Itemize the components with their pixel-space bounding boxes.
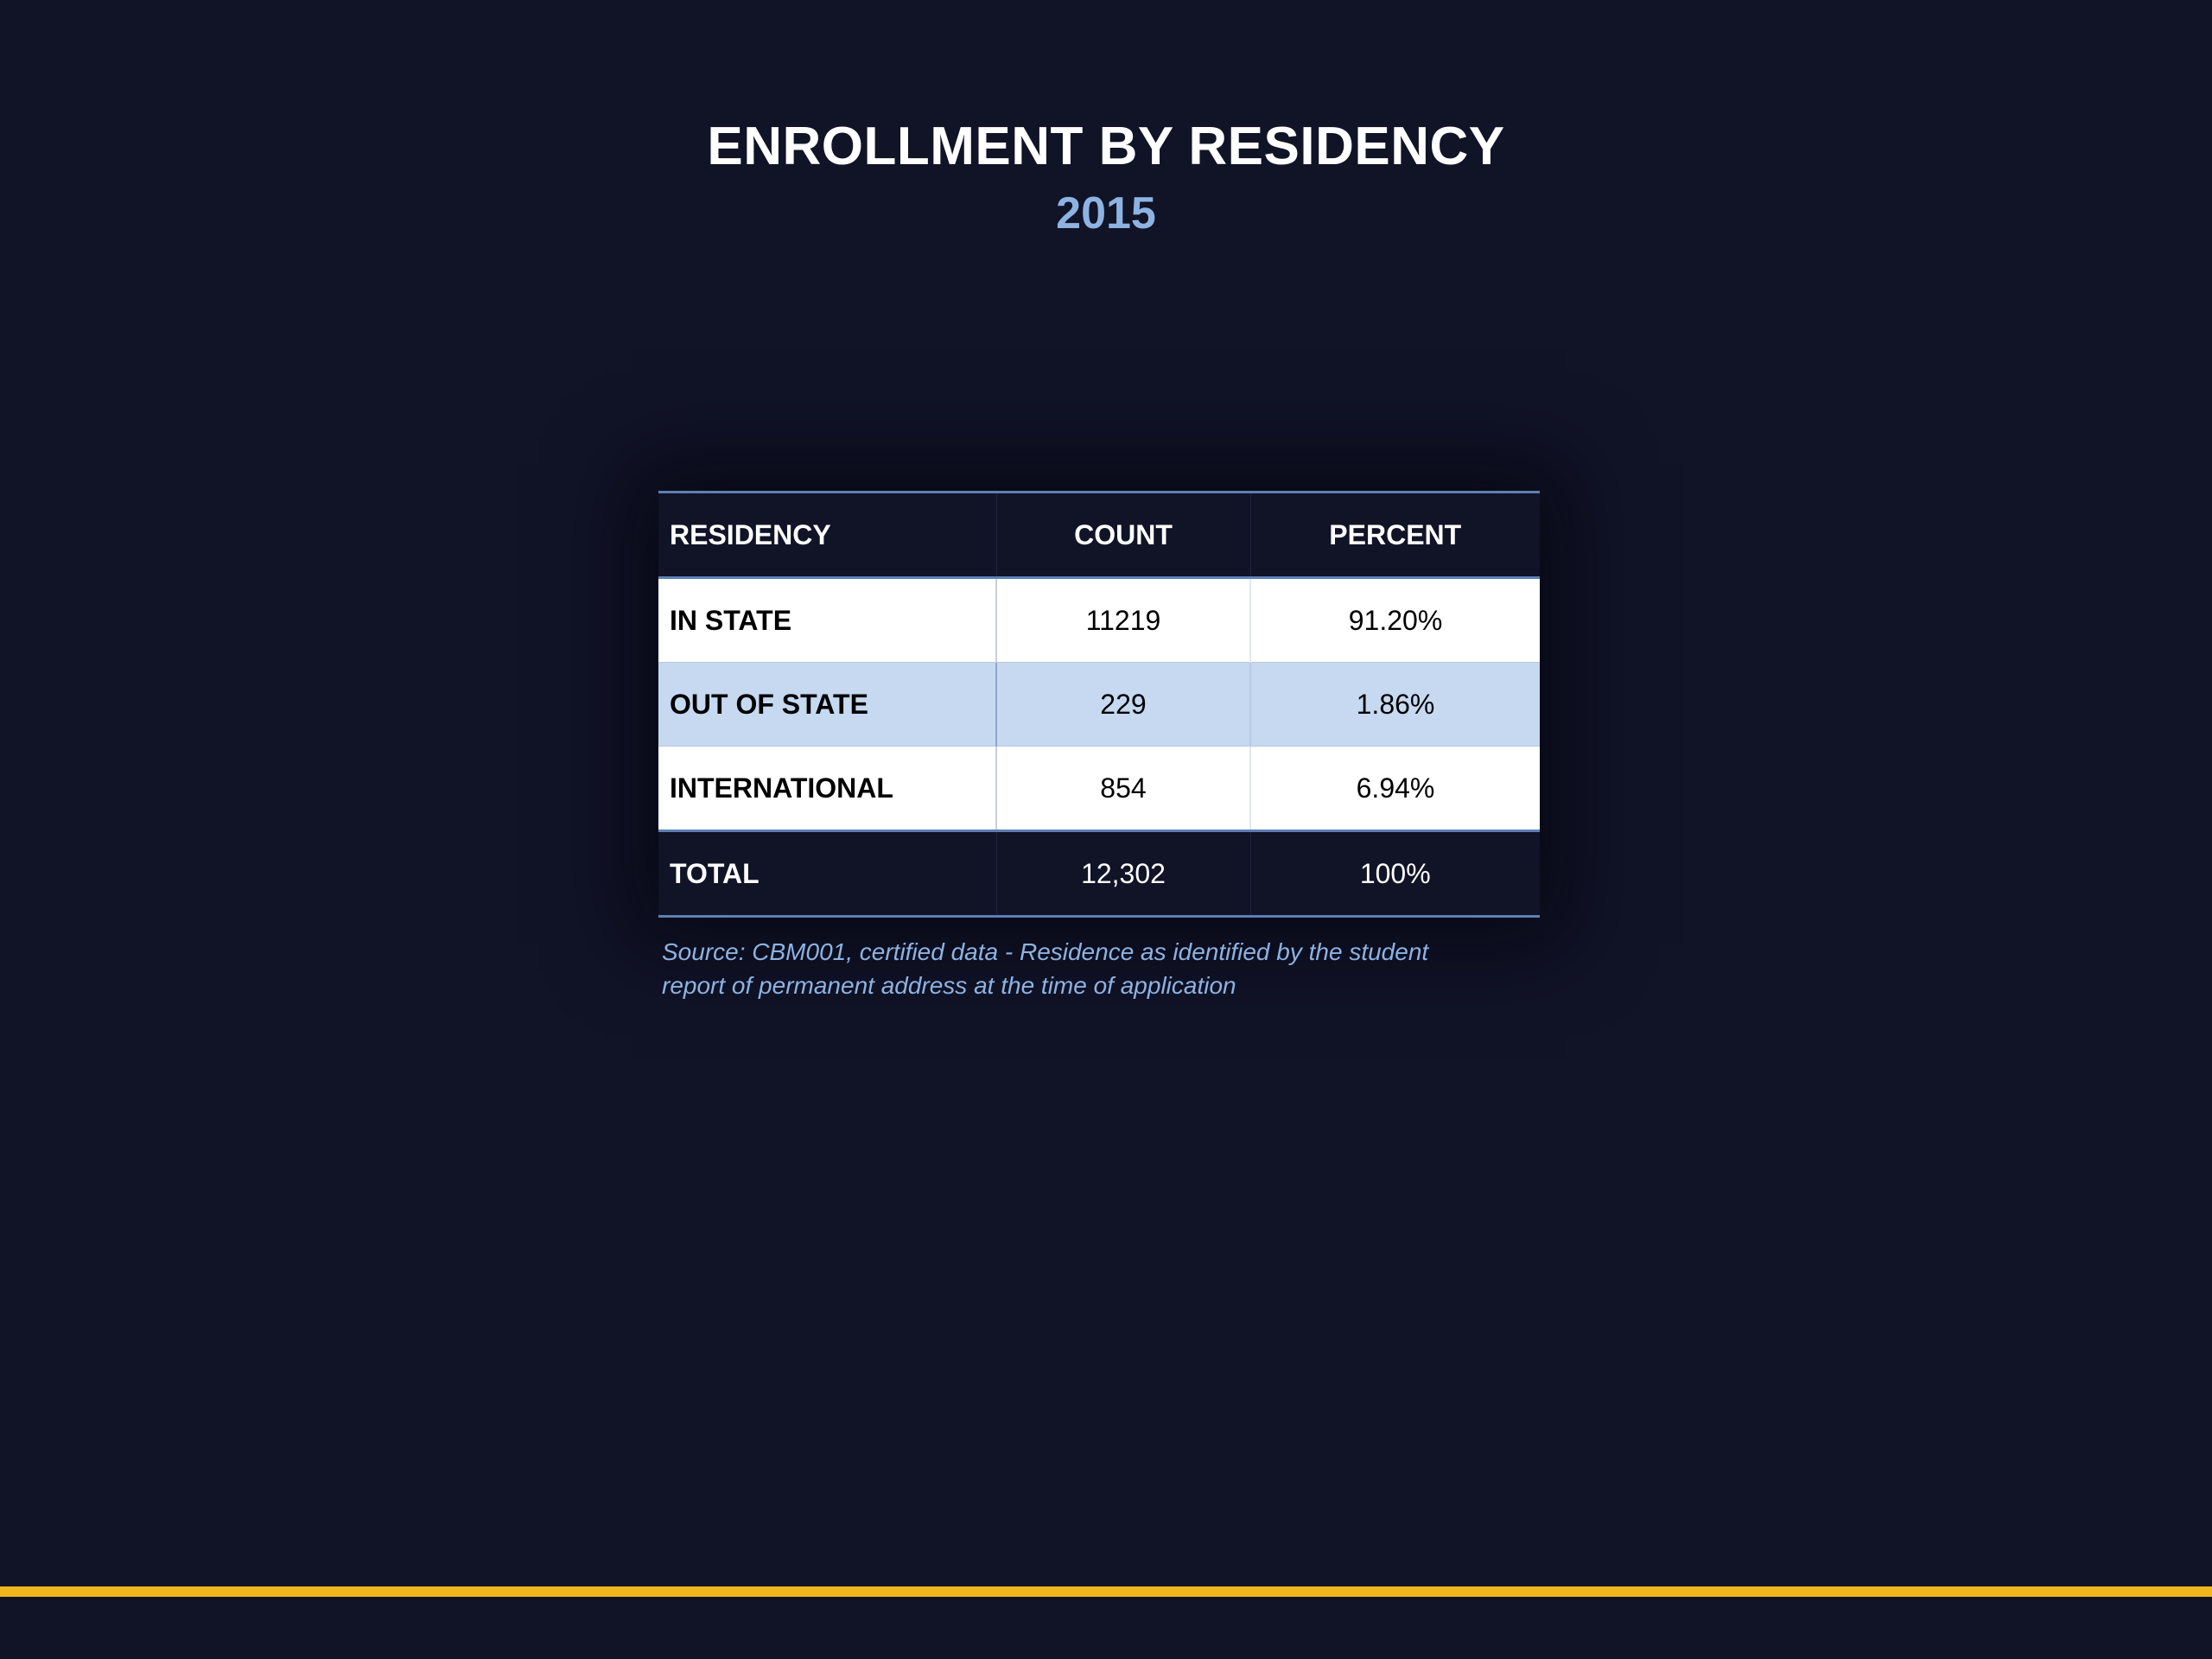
- residency-cell: OUT OF STATE: [670, 689, 868, 720]
- percent-cell: 1.86%: [1356, 689, 1435, 720]
- source-note-line-2: report of permanent address at the time of application: [662, 972, 1236, 999]
- count-cell: 854: [996, 747, 1250, 831]
- footer-accent-bar: [0, 1586, 2212, 1597]
- slide-title: ENROLLMENT BY RESIDENCY: [707, 117, 1505, 176]
- residency-cell: INTERNATIONAL: [670, 772, 893, 804]
- header-percent: PERCENT: [1250, 493, 1540, 578]
- enrollment-table-container: [658, 491, 1540, 918]
- percent-cell: 91.20%: [1348, 605, 1443, 636]
- enrollment-table: [658, 491, 1540, 918]
- source-note: [662, 935, 1491, 1002]
- total-count: 12,302: [996, 831, 1250, 917]
- table-row: [658, 747, 1540, 831]
- table-header-row: [658, 493, 1540, 578]
- table-row: [658, 578, 1540, 663]
- count-cell: 11219: [996, 578, 1250, 663]
- total-label: TOTAL: [670, 858, 760, 889]
- count-cell: 229: [996, 663, 1250, 747]
- table-row: [658, 663, 1540, 747]
- header-residency: RESIDENCY: [658, 493, 996, 578]
- total-percent: 100%: [1359, 858, 1431, 889]
- header-count: COUNT: [996, 493, 1250, 578]
- table-total-row: [658, 831, 1540, 917]
- percent-cell: 6.94%: [1356, 772, 1435, 804]
- residency-cell: IN STATE: [670, 605, 792, 636]
- source-note-line-1: Source: CBM001, certified data - Residence as identified by the student: [662, 938, 1429, 965]
- slide-subtitle-year: 2015: [1056, 188, 1156, 238]
